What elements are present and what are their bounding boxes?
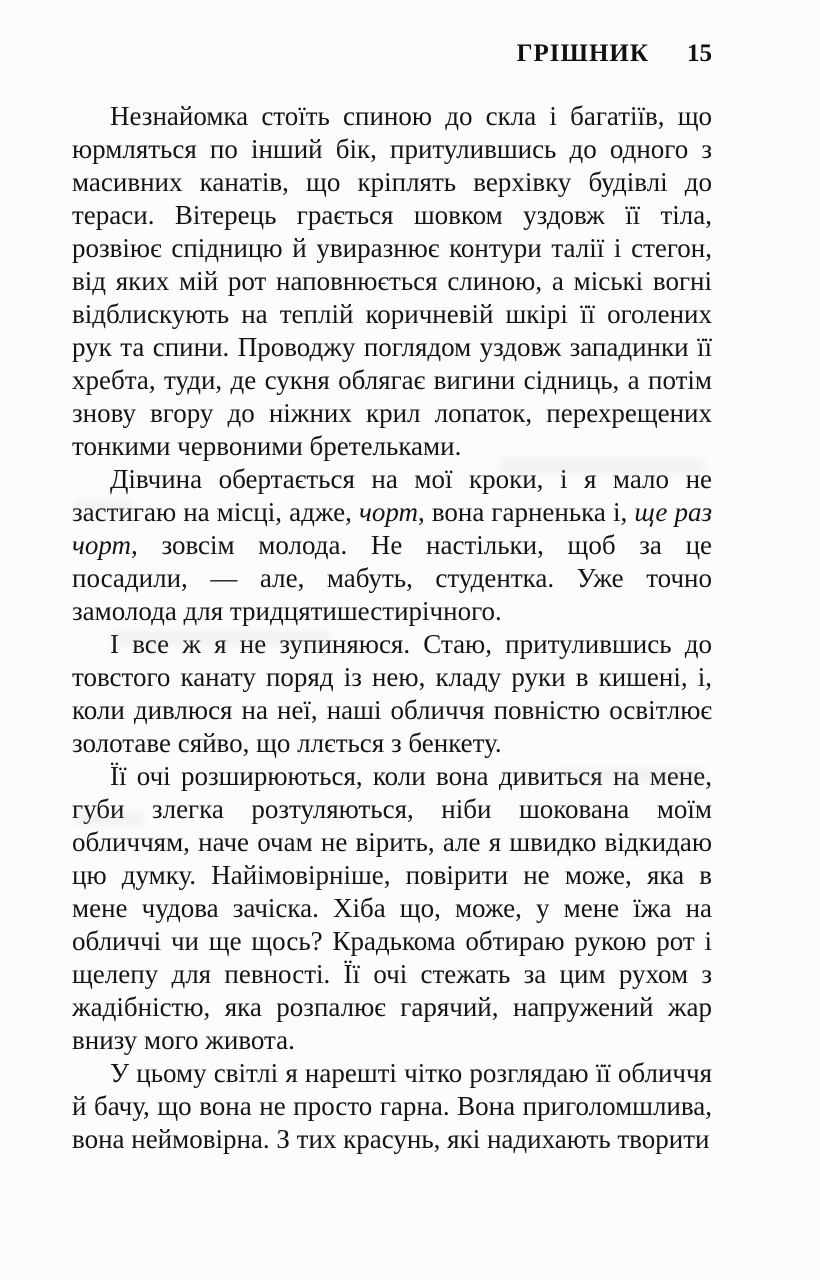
text-run: , вона гарненька і, <box>417 497 635 527</box>
body-text <box>72 100 712 1156</box>
paragraph <box>72 100 712 463</box>
page-number: 15 <box>687 40 712 67</box>
text-run: Незнайомка стоїть спиною до скла і багатіїв, що юрмляться по інший бік, притулившись до одного з масивних канатів, що кріплять верхівку будівлі до тераси. Вітерець грається шовком уздовж її тіла, розвіює спідницю й увиразнює контури талії і стегон, від яких мій рот наповнюється слиною, а міські вогні відблискують на теплій коричневій шкірі її оголених рук та спини. Проводжу поглядом уздовж западинки її хребта, туди, де сукня облягає вигини сідниць, а потім знову вгору до ніжних крил лопаток, перехрещених тонкими червоними бретельками. <box>72 101 712 461</box>
text-run: І все ж я не зупиняюся. Стаю, притулившись до товстого канату поряд із нею, кладу руки в кишені, і, коли дивлюся на неї, наші обличчя повністю освітлює золотаве сяйво, що ллється з бенкету. <box>72 629 712 758</box>
text-run: Дівчина обертається на мої кроки, і я мало не застигаю на місці, адже, <box>72 464 712 527</box>
text-run: , зовсім молода. Не настільки, щоб за це посадили, — але, мабуть, студентка. Уже точно замолода для тридцятишестирічного. <box>72 530 712 626</box>
text-run: Її очі розширюються, коли вона дивиться на мене, губи злегка розтуляються, ніби шокована моїм обличчям, наче очам не вірить, але я швидко відкидаю цю думку. Найімовірніше, повірити не може, яка в мене чудова зачіска. Хіба що, може, у мене їжа на обличчі чи ще щось? Крадькома обтираю рукою рот і щелепу для певності. Її очі стежать за цим рухом з жадібністю, яка розпалює гарячий, напружений жар внизу мого живота. <box>72 761 712 1055</box>
paragraph <box>72 1057 712 1156</box>
text-run: У цьому світлі я нарешті чітко розглядаю її обличчя й бачу, що вона не просто гарна. Вона приголомшлива, вона неймовірна. З тих красунь, які надихають творити <box>72 1058 712 1154</box>
paragraph <box>72 463 712 628</box>
paragraph <box>72 628 712 760</box>
running-title: ГРІШНИК <box>516 40 649 67</box>
italic-text-run: чорт <box>358 497 418 527</box>
italic-text-run: ще раз чорт <box>72 497 712 560</box>
page-header <box>72 40 712 68</box>
paragraph <box>72 760 712 1057</box>
